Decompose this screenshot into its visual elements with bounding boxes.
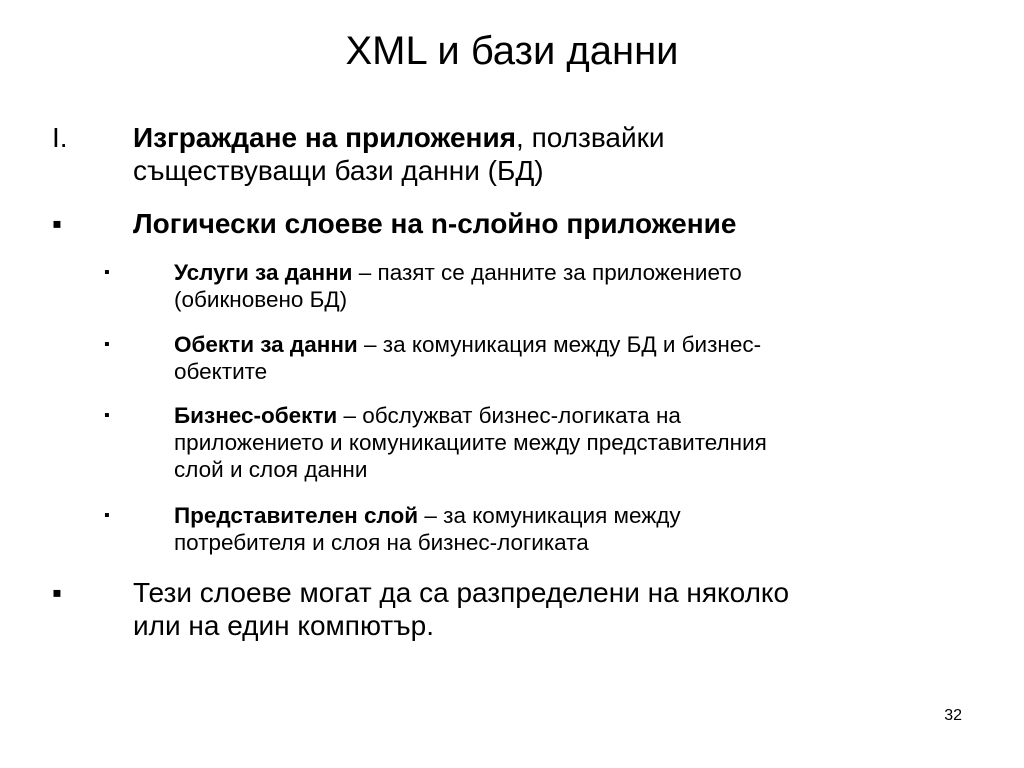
square-bullet-icon: ▪: [52, 208, 62, 239]
square-bullet-icon: ▪: [52, 577, 62, 608]
list-item-rest: Тези слоеве могат да са разпределени на няколко: [133, 577, 790, 608]
list-item-bold: Представителен слой: [174, 503, 419, 528]
list-item-bold: Бизнес-обекти: [174, 403, 338, 428]
list-item-bold: Изграждане на приложения: [133, 122, 517, 153]
list-item-text: [133, 576, 983, 642]
roman-numeral-marker: I.: [52, 122, 68, 153]
square-bullet-icon: ▪: [104, 407, 110, 424]
list-item-text: [133, 207, 983, 240]
list-item-text: [174, 331, 974, 385]
square-bullet-icon: ▪: [104, 507, 110, 524]
list-item-rest: , ползвайки: [516, 122, 665, 153]
page-number: 32: [944, 707, 962, 724]
list-item-line2: (обикновено БД): [174, 287, 348, 312]
list-item-text: [174, 502, 974, 556]
list-item-text: [174, 259, 974, 313]
list-item-text: [133, 121, 983, 187]
list-item-rest: – за комуникация между БД и бизнес-: [357, 332, 762, 357]
list-item-line2: потребителя и слоя на бизнес-логиката: [174, 530, 589, 555]
square-bullet-icon: ▪: [104, 336, 110, 353]
list-item-line2: или на един компютър.: [133, 610, 434, 641]
list-item-rest: – обслужват бизнес-логиката на: [337, 403, 681, 428]
square-bullet-icon: ▪: [104, 264, 110, 281]
list-item-rest: – пазят се данните за приложението: [352, 260, 742, 285]
list-item-line2: приложението и комуникациите между представителния: [174, 430, 767, 455]
list-item-line3: слой и слоя данни: [174, 457, 368, 482]
list-item-text: [174, 402, 974, 483]
list-item-line2: съществуващи бази данни (БД): [133, 155, 544, 186]
slide-title: XML и бази данни: [345, 29, 679, 73]
list-item-rest: – за комуникация между: [418, 503, 681, 528]
list-item-bold: Логически слоеве на n-слойно приложение: [133, 208, 737, 239]
list-item-line2: обектите: [174, 359, 268, 384]
list-item-bold: Обекти за данни: [174, 332, 358, 357]
list-item-bold: Услуги за данни: [174, 260, 353, 285]
